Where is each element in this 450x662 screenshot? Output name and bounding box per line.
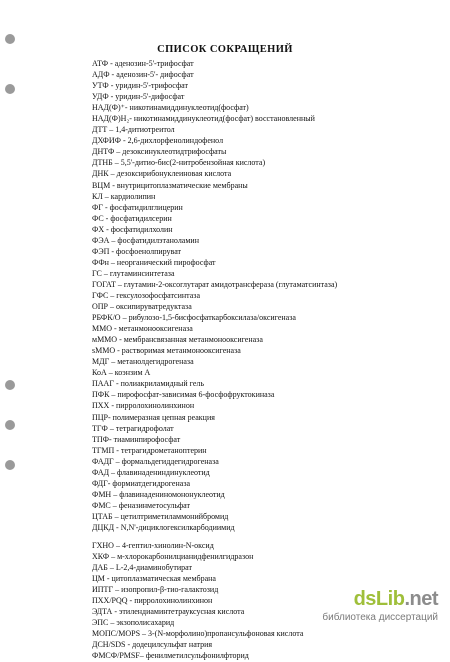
watermark-logo-main: dsLib <box>353 588 405 610</box>
page-title: СПИСОК СОКРАЩЕНИЙ <box>157 44 293 55</box>
watermark <box>288 588 438 628</box>
abbreviation-item: ПЦР- полимеразная цепная реакция <box>92 412 215 422</box>
abbreviation-item: НАД(Ф)⁺- никотинамиддинуклеотид(фосфат) <box>92 103 249 113</box>
abbreviation-item: УТФ - уридин-5'-трифосфат <box>92 81 188 91</box>
abbreviation-item: ФМН – флавинадениномононуклеотид <box>92 489 225 499</box>
abbreviation-item: ЦМ - цитоплазматическая мембрана <box>92 574 216 584</box>
abbreviation-item: ПААГ - полиакриламидный гель <box>92 379 205 389</box>
abbreviation-list <box>92 58 437 662</box>
abbreviation-item: МОПС/MOPS – 3-(N-морфолино)пропансульфоновая кислота <box>92 629 304 639</box>
abbreviation-item: ТГМП - тетрагидрометаноптерин <box>92 445 207 455</box>
abbreviation-item: ГФС – гексулозофосфатсинтаза <box>92 290 201 300</box>
abbreviation-item: ФДГ- формиатдегидрогеназа <box>92 478 191 488</box>
abbreviation-item: sММО - растворимая метанмонооксигеназа <box>92 346 241 356</box>
abbreviation-item: ЭДТА - этилендиаминтетрауксусная кислота <box>92 607 245 617</box>
abbreviation-item: ФАДГ – формальдегиддегидрогеназа <box>92 456 219 466</box>
abbreviation-item: ГОГАТ – глутамин-2-оксоглутарат амидотрансфераза (глутаматсинтаза) <box>92 279 338 289</box>
binder-hole <box>5 380 15 390</box>
abbreviation-item: ДНТФ – дезоксинуклеотидтрифосфаты <box>92 147 227 157</box>
abbreviation-item: ФФн – неорганический пирофосфат <box>92 257 216 267</box>
watermark-logo-suffix: .net <box>404 588 438 610</box>
abbreviation-item: НАД(Ф)H₂- никотинамиддинуклеотид(фосфат) восстановленный <box>92 114 315 124</box>
abbreviation-item: ГС – глутаминсинтетаза <box>92 268 175 278</box>
abbreviation-item: ФМС – феназинметосульфат <box>92 500 191 510</box>
abbreviation-item: ФХ - фосфатидилхолин <box>92 224 173 234</box>
abbreviation-item: ХКФ – м-хлорокарбонилцианидфенилгидразон <box>92 552 254 562</box>
abbreviation-item: ДАБ – L-2,4-диаминобутират <box>92 563 192 573</box>
abbreviation-item: ДНК – дезоксирибонуклеиновая кислота <box>92 169 232 179</box>
abbreviation-item: ЦТАБ – цетилтриметиламмонийбромид <box>92 511 229 521</box>
abbreviation-item: ТГФ – тетрагидрофолат <box>92 423 174 433</box>
abbreviation-item: ДТНБ – 5,5'-дитио-бис(2-нитробензойная кислота) <box>92 158 266 168</box>
binder-hole <box>5 34 15 44</box>
abbreviation-item: КЛ – кардиолипин <box>92 191 156 201</box>
watermark-subtitle: библиотека диссертаций <box>322 612 438 623</box>
abbreviation-item: ТПФ- тиаминпирофосфат <box>92 434 181 444</box>
abbreviation-item: мММО - мембрансвязанная метанмонооксигеназа <box>92 335 263 345</box>
abbreviation-item: АТФ - аденозин-5'-трифосфат <box>92 59 194 68</box>
abbreviation-item: ФАД – флавинадениндинуклеотид <box>92 467 210 477</box>
abbreviation-item: УДФ - уридин-5'-дифосфат <box>92 92 185 102</box>
abbreviation-item: ГХНО – 4-гептил-хинолин-N-оксид <box>92 541 214 551</box>
abbreviation-item: ФМСФ/PMSF– фенилметилсульфонилфторид <box>92 651 249 661</box>
abbreviation-item: ПФК – пирофосфат-зависимая 6-фосфофруктокиназа <box>92 390 275 400</box>
abbreviation-item: ЭПС – экзополисахарид <box>92 618 175 628</box>
abbreviation-item: ИПТГ – изопропил-β-тио-галактозид <box>92 585 219 595</box>
abbreviation-item: ОПР – оксипируватредуктаза <box>92 302 192 312</box>
abbreviation-item: ДЦКД - N,N'-дициклогексилкарбодиимид <box>92 522 235 532</box>
watermark-logo <box>354 588 438 611</box>
abbreviation-item: КоА – коэнзим А <box>92 368 151 378</box>
abbreviation-item: ФС - фосфатидилсерин <box>92 213 172 223</box>
abbreviation-item: ПХХ - пирролохинолинхинон <box>92 401 195 411</box>
abbreviation-item: ДТТ – 1,4-дитиотреитол <box>92 125 175 135</box>
binder-hole <box>5 84 15 94</box>
binder-hole <box>5 460 15 470</box>
abbreviation-item: ВЦМ - внутрицитоплазматические мембраны <box>92 180 248 190</box>
abbreviation-item: ФЭА – фосфатидилэтаноламин <box>92 235 199 245</box>
abbreviation-item: ДХФИФ - 2,6-дихлорфенолиндофенол <box>92 136 224 146</box>
abbreviation-item: ДСН/SDS - додецилсульфат натрия <box>92 640 213 650</box>
abbreviation-item: ФЭП - фосфоенолпируват <box>92 246 182 256</box>
abbreviation-item: ММО - метанмонооксигеназа <box>92 324 193 334</box>
abbreviation-item: РБФК/О – рибулозо-1,5-бисфосфаткарбоксилаза/оксигеназа <box>92 313 296 323</box>
binder-hole <box>5 420 15 430</box>
abbreviation-item: МДГ – метанолдегидрогеназа <box>92 357 194 367</box>
binder-holes <box>5 0 19 640</box>
abbreviation-item: ФГ - фосфатидилглицерин <box>92 202 183 212</box>
abbreviation-item: АДФ - аденозин-5'- дифосфат <box>92 70 194 80</box>
abbreviation-item: ПХХ/PQQ - пирролохинолинхинон <box>92 596 213 606</box>
